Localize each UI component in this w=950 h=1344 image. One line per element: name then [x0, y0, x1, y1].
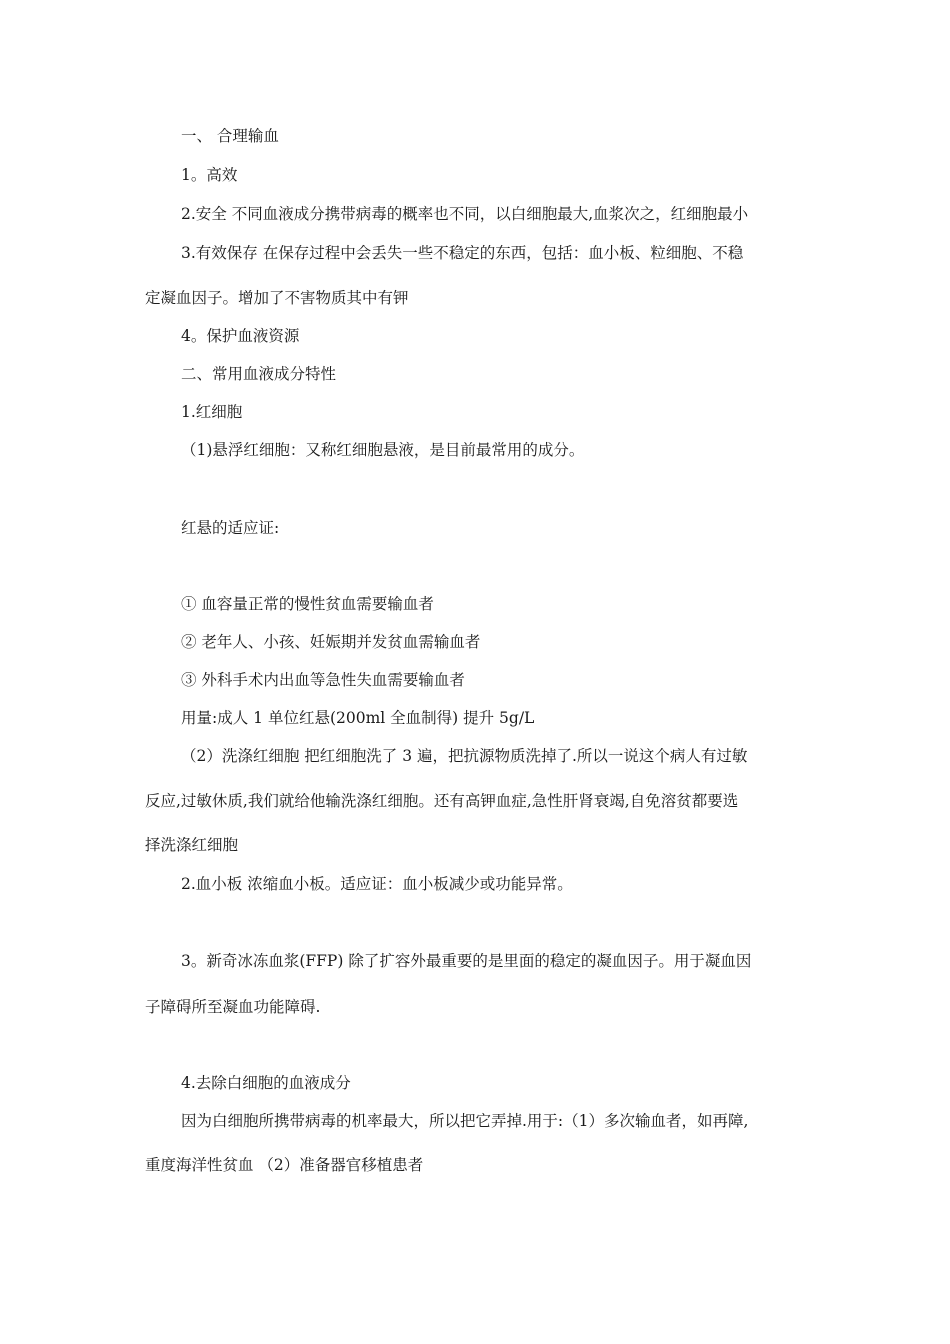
- paragraph-line: 定凝血因子。增加了不害物质其中有钾: [145, 289, 409, 307]
- paragraph-line: 3。新奇冰冻血浆(FFP) 除了扩容外最重要的是里面的稳定的凝血因子。用于凝血因: [181, 952, 752, 970]
- paragraph-line: 4。保护血液资源: [181, 327, 300, 345]
- section-heading-2: 二、常用血液成分特性: [181, 365, 337, 383]
- paragraph-line: 重度海洋性贫血 （2）准备器官移植患者: [145, 1156, 424, 1174]
- paragraph-line: 3.有效保存 在保存过程中会丢失一些不稳定的东西，包括：血小板、粒细胞、不稳: [181, 244, 744, 262]
- paragraph-line: 子障碍所至凝血功能障碍.: [145, 998, 321, 1016]
- paragraph-line: 1。高效: [181, 166, 238, 184]
- subheading: 1.红细胞: [181, 403, 243, 421]
- list-item: ① 血容量正常的慢性贫血需要输血者: [181, 595, 434, 613]
- paragraph-line: 择洗涤红细胞: [145, 836, 239, 854]
- list-item: ② 老年人、小孩、妊娠期并发贫血需输血者: [181, 633, 481, 651]
- section-heading-1: 一、 合理输血: [181, 127, 279, 145]
- paragraph-line: （1)悬浮红细胞：又称红细胞悬液，是目前最常用的成分。: [181, 441, 585, 459]
- paragraph-line: （2）洗涤红细胞 把红细胞洗了 3 遍，把抗源物质洗掉了.所以一说这个病人有过敏: [181, 747, 748, 765]
- paragraph-line: 用量:成人 1 单位红悬(200ml 全血制得) 提升 5g/L: [181, 709, 535, 727]
- list-item: ③ 外科手术内出血等急性失血需要输血者: [181, 671, 465, 689]
- paragraph-line: 2.安全 不同血液成分携带病毒的概率也不同，以白细胞最大,血浆次之，红细胞最小: [181, 205, 749, 223]
- subheading: 2.血小板 浓缩血小板。适应证：血小板减少或功能异常。: [181, 875, 573, 893]
- paragraph-line: 红悬的适应证:: [181, 519, 280, 537]
- paragraph-line: 因为白细胞所携带病毒的机率最大，所以把它弄掉.用于:（1）多次输血者，如再障,: [181, 1112, 749, 1130]
- subheading: 4.去除白细胞的血液成分: [181, 1074, 351, 1092]
- paragraph-line: 反应,过敏休质,我们就给他输洗涤红细胞。还有高钾血症,急性肝肾衰竭,自免溶贫都要选: [145, 792, 739, 810]
